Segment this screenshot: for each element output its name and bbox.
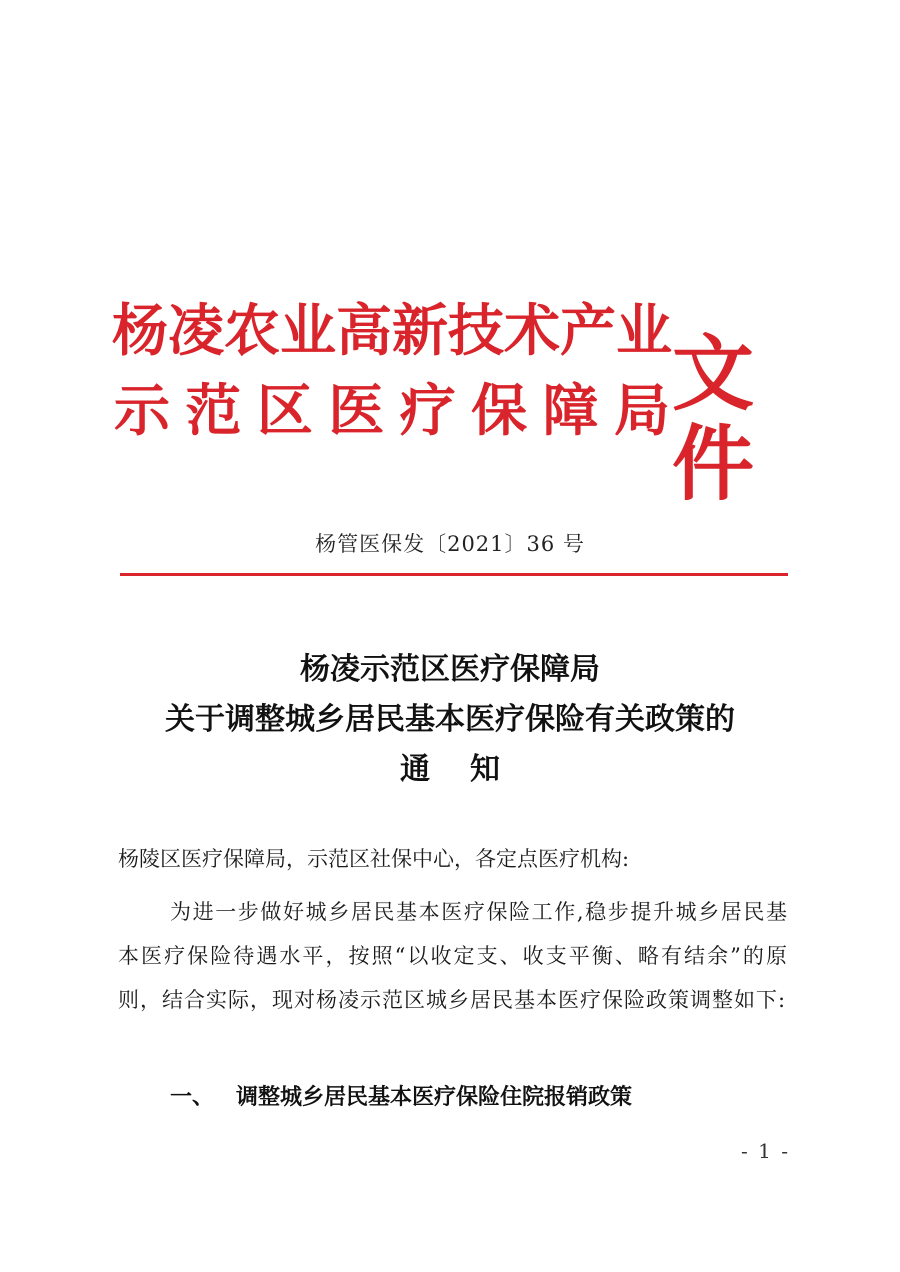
issuer-name-line-2 <box>112 380 672 444</box>
title-line-2: 关于调整城乡居民基本医疗保险有关政策的 <box>165 702 735 737</box>
issuer-char: 杨 <box>112 299 168 364</box>
issuer-char: 新 <box>392 299 448 364</box>
issuer-char: 产 <box>560 299 616 364</box>
section-number: 一、 <box>170 1085 215 1110</box>
issuer-header <box>112 296 802 512</box>
document-suffix: 文件 <box>672 327 753 512</box>
issuer-char: 疗 <box>399 379 456 444</box>
title-line-3: 通知 <box>400 752 540 787</box>
title-line-1: 杨凌示范区医疗保障局 <box>300 652 600 687</box>
body-paragraph: 为进一步做好城乡居民基本医疗保险工作,稳步提升城乡居民基本医疗保险待遇水平，按照“以收定支、收支平衡、略有结余”的原则，结合实际，现对杨凌示范区城乡居民基本医疗保险政策调整如下: <box>118 900 788 1012</box>
issuer-char: 术 <box>504 299 560 364</box>
section-title: 调整城乡居民基本医疗保险住院报销政策 <box>236 1085 633 1110</box>
issuer-char: 局 <box>613 379 670 444</box>
issuer-char: 业 <box>616 299 672 364</box>
salutation: 杨陵区医疗保障局，示范区社保中心，各定点医疗机构: <box>118 847 630 871</box>
section-heading <box>170 1080 632 1116</box>
page-number: - 1 - <box>741 1139 790 1163</box>
issuer-char: 范 <box>185 379 242 444</box>
document-number: 杨管医保发〔2021〕36 号 <box>315 532 585 556</box>
issuer-char: 保 <box>471 379 528 444</box>
issuer-name-line-1 <box>112 300 672 364</box>
issuer-char: 区 <box>256 379 313 444</box>
issuer-char: 农 <box>224 299 280 364</box>
issuer-char: 障 <box>542 379 599 444</box>
issuer-char: 高 <box>336 299 392 364</box>
issuer-char: 凌 <box>168 299 224 364</box>
issuer-char: 业 <box>280 299 336 364</box>
red-divider <box>120 573 788 576</box>
issuer-char: 技 <box>448 299 504 364</box>
document-title <box>0 645 900 795</box>
issuer-char: 医 <box>328 379 385 444</box>
issuer-char: 示 <box>114 379 170 444</box>
